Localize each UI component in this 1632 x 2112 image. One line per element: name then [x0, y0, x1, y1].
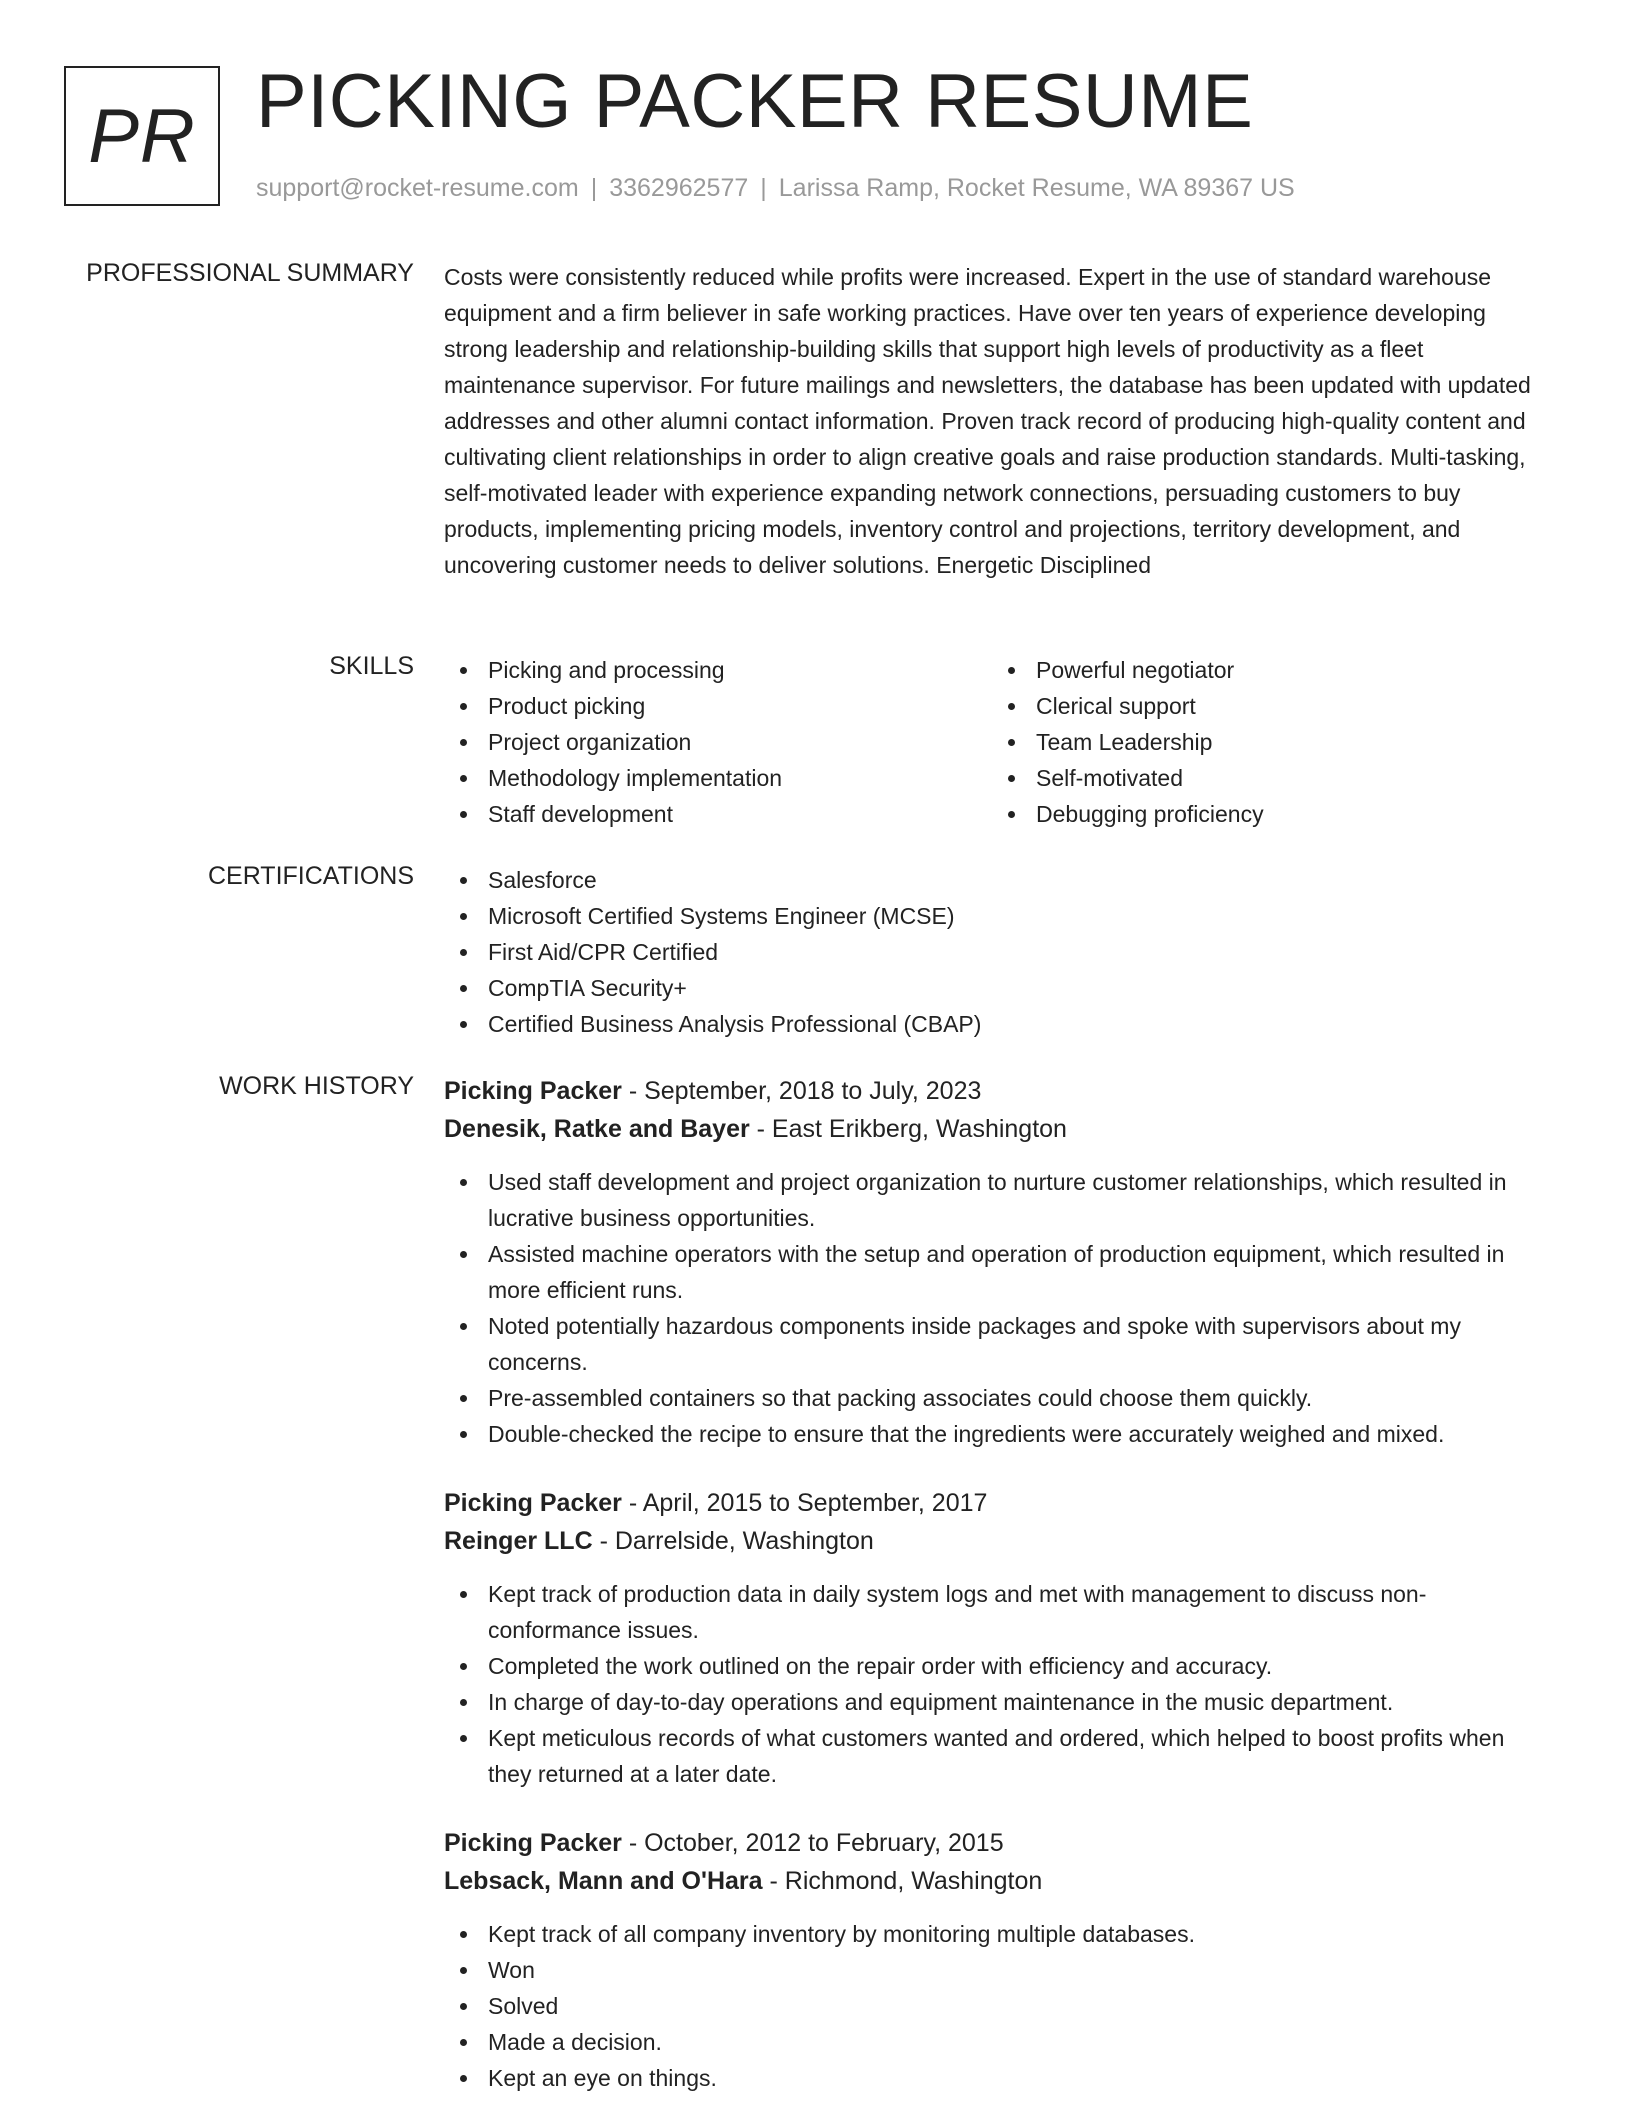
job-duty: Noted potentially hazardous components inside packages and spoke with supervisors about my concerns.	[444, 1308, 1552, 1380]
job-title: Picking Packer	[444, 1077, 622, 1105]
certifications-heading: CERTIFICATIONS	[207, 862, 414, 890]
job-title: Picking Packer	[444, 1829, 622, 1857]
certifications-list	[444, 862, 1552, 1042]
job-title: Picking Packer	[444, 1489, 622, 1517]
certification-item: Salesforce	[444, 862, 1552, 898]
job-entry	[444, 1484, 1552, 1792]
contact-line	[256, 174, 1295, 203]
skill-item: Self-motivated	[992, 760, 1540, 796]
job-company: Lebsack, Mann and O'Hara	[444, 1867, 763, 1895]
job-duty: Double-checked the recipe to ensure that the ingredients were accurately weighed and mixed.	[444, 1416, 1552, 1452]
job-title-line	[444, 1484, 1552, 1522]
skill-item: Clerical support	[992, 688, 1540, 724]
skills-grid	[444, 652, 1552, 832]
work-history-body	[444, 1072, 1552, 2096]
summary-text: Costs were consistently reduced while profits were increased. Expert in the use of standard warehouse equipment and a firm believer in safe working practices. Have over ten years of experience developing strong leadership and relationship-building skills that support high levels of productivity as a fleet maintenance supervisor. For future mailings and newsletters, the database has been updated with updated addresses and other alumni contact information. Proven track record of producing high-quality content and cultivating client relationships in order to align creative goals and raise production standards. Multi-tasking, self-motivated leader with experience expanding network connections, persuading customers to buy products, implementing pricing models, inventory control and projections, territory development, and uncovering customer needs to deliver solutions. Energetic Disciplined	[444, 264, 1531, 578]
summary-body	[444, 259, 1552, 583]
job-company: Reinger LLC	[444, 1527, 593, 1555]
skills-column-left	[444, 652, 992, 832]
certification-item: CompTIA Security+	[444, 970, 1552, 1006]
contact-email: support@rocket-resume.com	[256, 174, 579, 202]
job-duty: Kept meticulous records of what customers wanted and ordered, which helped to boost profits when they returned at a later date.	[444, 1720, 1552, 1792]
job-duty: Made a decision.	[444, 2024, 1552, 2060]
job-duty: Used staff development and project organization to nurture customer relationships, which resulted in lucrative business opportunities.	[444, 1164, 1552, 1236]
certification-item: First Aid/CPR Certified	[444, 934, 1552, 970]
skill-item: Team Leadership	[992, 724, 1540, 760]
summary-heading: PROFESSIONAL SUMMARY	[86, 259, 414, 287]
job-location: - Richmond, Washington	[762, 1867, 1043, 1895]
job-dates: - September, 2018 to July, 2023	[621, 1077, 982, 1105]
resume-title: PICKING PACKER RESUME	[256, 59, 1254, 144]
job-duty: Kept track of all company inventory by monitoring multiple databases.	[444, 1916, 1552, 1952]
job-duty: Completed the work outlined on the repair order with efficiency and accuracy.	[444, 1648, 1552, 1684]
skill-item: Picking and processing	[444, 652, 992, 688]
job-dates: - October, 2012 to February, 2015	[621, 1829, 1004, 1857]
job-entry	[444, 1824, 1552, 2096]
skill-item: Methodology implementation	[444, 760, 992, 796]
job-duty: Kept an eye on things.	[444, 2060, 1552, 2096]
job-company-line	[444, 1862, 1552, 1900]
skills-body	[444, 652, 1552, 832]
work-history-heading: WORK HISTORY	[219, 1072, 414, 1100]
skill-item: Powerful negotiator	[992, 652, 1540, 688]
skills-heading: SKILLS	[329, 652, 414, 680]
job-duty: Pre-assembled containers so that packing associates could choose them quickly.	[444, 1380, 1552, 1416]
job-duty: Assisted machine operators with the setup and operation of production equipment, which resulted in more efficient runs.	[444, 1236, 1552, 1308]
job-duty: In charge of day-to-day operations and equipment maintenance in the music department.	[444, 1684, 1552, 1720]
certification-item: Certified Business Analysis Professional (CBAP)	[444, 1006, 1552, 1042]
job-duty: Won	[444, 1952, 1552, 1988]
job-entry	[444, 1072, 1552, 1452]
contact-separator: |	[590, 174, 598, 202]
contact-separator: |	[760, 174, 767, 202]
job-title-line	[444, 1072, 1552, 1110]
job-title-line	[444, 1824, 1552, 1862]
job-company: Denesik, Ratke and Bayer	[444, 1115, 750, 1143]
job-duties-list	[444, 1164, 1552, 1452]
job-company-line	[444, 1110, 1552, 1148]
job-duties-list	[444, 1916, 1552, 2096]
skill-item: Debugging proficiency	[992, 796, 1540, 832]
monogram-badge: PR	[64, 66, 220, 206]
job-duties-list	[444, 1576, 1552, 1792]
skill-item: Product picking	[444, 688, 992, 724]
contact-address: Larissa Ramp, Rocket Resume, WA 89367 US	[778, 174, 1295, 202]
skills-column-right	[992, 652, 1540, 832]
skill-item: Staff development	[444, 796, 992, 832]
job-duty: Kept track of production data in daily system logs and met with management to discuss non-conformance issues.	[444, 1576, 1552, 1648]
job-dates: - April, 2015 to September, 2017	[621, 1489, 988, 1517]
certifications-body	[444, 862, 1552, 1042]
certification-item: Microsoft Certified Systems Engineer (MCSE)	[444, 898, 1552, 934]
job-location: - East Erikberg, Washington	[749, 1115, 1067, 1143]
job-duty: Solved	[444, 1988, 1552, 2024]
contact-phone: 3362962577	[609, 174, 749, 202]
job-company-line	[444, 1522, 1552, 1560]
skill-item: Project organization	[444, 724, 992, 760]
job-location: - Darrelside, Washington	[592, 1527, 874, 1555]
